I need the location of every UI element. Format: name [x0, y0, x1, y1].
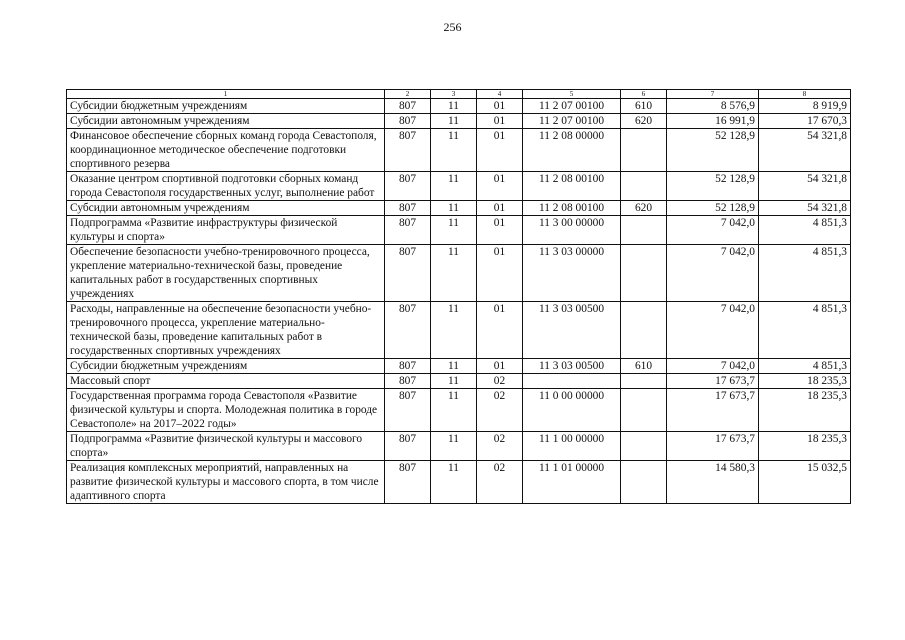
row-amount-1: 52 128,9	[667, 172, 759, 201]
table-row	[67, 172, 851, 201]
row-pr: 01	[477, 216, 523, 245]
row-rz: 11	[431, 374, 477, 389]
row-amount-2: 54 321,8	[759, 172, 851, 201]
row-vr	[621, 302, 667, 359]
row-pr: 02	[477, 461, 523, 504]
row-rz: 11	[431, 114, 477, 129]
row-vr: 610	[621, 99, 667, 114]
table-row	[67, 201, 851, 216]
header-cell: 3	[431, 90, 477, 99]
row-vr: 620	[621, 201, 667, 216]
table-row	[67, 99, 851, 114]
row-name: Подпрограмма «Развитие физической культуры и массового спорта»	[67, 432, 385, 461]
row-amount-2: 54 321,8	[759, 129, 851, 172]
row-amount-2: 4 851,3	[759, 216, 851, 245]
page-number: 256	[443, 20, 462, 34]
row-name: Субсидии автономным учреждениям	[67, 201, 385, 216]
row-rz: 11	[431, 389, 477, 432]
row-amount-1: 17 673,7	[667, 432, 759, 461]
row-amount-1: 14 580,3	[667, 461, 759, 504]
row-name: Массовый спорт	[67, 374, 385, 389]
row-grbs: 807	[385, 359, 431, 374]
row-name: Субсидии автономным учреждениям	[67, 114, 385, 129]
row-grbs: 807	[385, 302, 431, 359]
row-vr	[621, 374, 667, 389]
row-rz: 11	[431, 201, 477, 216]
row-grbs: 807	[385, 99, 431, 114]
row-grbs: 807	[385, 245, 431, 302]
row-vr	[621, 461, 667, 504]
row-amount-2: 54 321,8	[759, 201, 851, 216]
row-csr: 11 3 03 00000	[523, 245, 621, 302]
row-amount-1: 7 042,0	[667, 216, 759, 245]
row-rz: 11	[431, 99, 477, 114]
row-name: Подпрограмма «Развитие инфраструктуры физической культуры и спорта»	[67, 216, 385, 245]
row-pr: 02	[477, 374, 523, 389]
table-row	[67, 389, 851, 432]
row-vr: 620	[621, 114, 667, 129]
row-pr: 01	[477, 201, 523, 216]
row-csr: 11 2 08 00000	[523, 129, 621, 172]
row-csr: 11 3 00 00000	[523, 216, 621, 245]
table-row	[67, 302, 851, 359]
row-name: Финансовое обеспечение сборных команд города Севастополя, координационное методическое обеспечение подготовки спортивного резерва	[67, 129, 385, 172]
row-grbs: 807	[385, 201, 431, 216]
row-amount-2: 4 851,3	[759, 302, 851, 359]
row-rz: 11	[431, 245, 477, 302]
row-amount-2: 15 032,5	[759, 461, 851, 504]
row-amount-1: 52 128,9	[667, 129, 759, 172]
header-cell: 1	[67, 90, 385, 99]
row-amount-2: 8 919,9	[759, 99, 851, 114]
row-name: Государственная программа города Севастополя «Развитие физической культуры и спорта. Молодежная политика в городе Севастополе» на 2017–2022 годы»	[67, 389, 385, 432]
row-grbs: 807	[385, 114, 431, 129]
row-csr: 11 3 03 00500	[523, 359, 621, 374]
row-name: Оказание центром спортивной подготовки сборных команд города Севастополя государственных услуг, выполнение работ	[67, 172, 385, 201]
row-name: Расходы, направленные на обеспечение безопасности учебно-тренировочного процесса, укрепление материально-технической базы, проведение капитальных работ в государственных спортивных учреждениях	[67, 302, 385, 359]
row-rz: 11	[431, 172, 477, 201]
header-cell: 7	[667, 90, 759, 99]
row-amount-1: 8 576,9	[667, 99, 759, 114]
table-row	[67, 245, 851, 302]
row-amount-2: 4 851,3	[759, 245, 851, 302]
table-row	[67, 216, 851, 245]
row-amount-2: 18 235,3	[759, 374, 851, 389]
row-amount-2: 17 670,3	[759, 114, 851, 129]
row-name: Субсидии бюджетным учреждениям	[67, 99, 385, 114]
table-row	[67, 432, 851, 461]
row-amount-2: 18 235,3	[759, 432, 851, 461]
header-cell: 4	[477, 90, 523, 99]
row-name: Реализация комплексных мероприятий, направленных на развитие физической культуры и массового спорта, в том числе адаптивного спорта	[67, 461, 385, 504]
row-pr: 02	[477, 432, 523, 461]
budget-table	[66, 89, 851, 504]
row-csr: 11 2 07 00100	[523, 99, 621, 114]
row-grbs: 807	[385, 129, 431, 172]
row-rz: 11	[431, 359, 477, 374]
row-amount-1: 17 673,7	[667, 389, 759, 432]
table-row	[67, 461, 851, 504]
row-pr: 01	[477, 99, 523, 114]
row-name: Обеспечение безопасности учебно-тренировочного процесса, укрепление материально-технической базы, проведение капитальных работ в государственных спортивных учреждениях	[67, 245, 385, 302]
row-vr	[621, 245, 667, 302]
row-pr: 01	[477, 302, 523, 359]
row-csr: 11 2 08 00100	[523, 172, 621, 201]
row-pr: 01	[477, 114, 523, 129]
row-pr: 01	[477, 359, 523, 374]
row-amount-1: 7 042,0	[667, 245, 759, 302]
row-csr: 11 2 08 00100	[523, 201, 621, 216]
row-csr: 11 3 03 00500	[523, 302, 621, 359]
row-vr	[621, 172, 667, 201]
table-row	[67, 129, 851, 172]
row-name: Субсидии бюджетным учреждениям	[67, 359, 385, 374]
row-vr	[621, 432, 667, 461]
row-vr	[621, 129, 667, 172]
row-rz: 11	[431, 461, 477, 504]
row-grbs: 807	[385, 432, 431, 461]
header-cell: 5	[523, 90, 621, 99]
row-amount-1: 16 991,9	[667, 114, 759, 129]
row-grbs: 807	[385, 374, 431, 389]
row-rz: 11	[431, 216, 477, 245]
row-csr: 11 2 07 00100	[523, 114, 621, 129]
row-amount-1: 7 042,0	[667, 359, 759, 374]
table-row	[67, 359, 851, 374]
row-grbs: 807	[385, 389, 431, 432]
table-row	[67, 374, 851, 389]
row-amount-1: 17 673,7	[667, 374, 759, 389]
table-row	[67, 114, 851, 129]
row-vr: 610	[621, 359, 667, 374]
row-amount-1: 7 042,0	[667, 302, 759, 359]
row-grbs: 807	[385, 172, 431, 201]
row-csr	[523, 374, 621, 389]
row-csr: 11 0 00 00000	[523, 389, 621, 432]
row-grbs: 807	[385, 461, 431, 504]
header-cell: 8	[759, 90, 851, 99]
header-row	[67, 90, 851, 99]
row-csr: 11 1 00 00000	[523, 432, 621, 461]
row-rz: 11	[431, 129, 477, 172]
row-amount-1: 52 128,9	[667, 201, 759, 216]
row-pr: 01	[477, 245, 523, 302]
row-amount-2: 18 235,3	[759, 389, 851, 432]
row-csr: 11 1 01 00000	[523, 461, 621, 504]
row-rz: 11	[431, 432, 477, 461]
row-vr	[621, 216, 667, 245]
row-pr: 02	[477, 389, 523, 432]
row-grbs: 807	[385, 216, 431, 245]
row-pr: 01	[477, 129, 523, 172]
header-cell: 6	[621, 90, 667, 99]
row-pr: 01	[477, 172, 523, 201]
row-vr	[621, 389, 667, 432]
row-rz: 11	[431, 302, 477, 359]
row-amount-2: 4 851,3	[759, 359, 851, 374]
header-cell: 2	[385, 90, 431, 99]
